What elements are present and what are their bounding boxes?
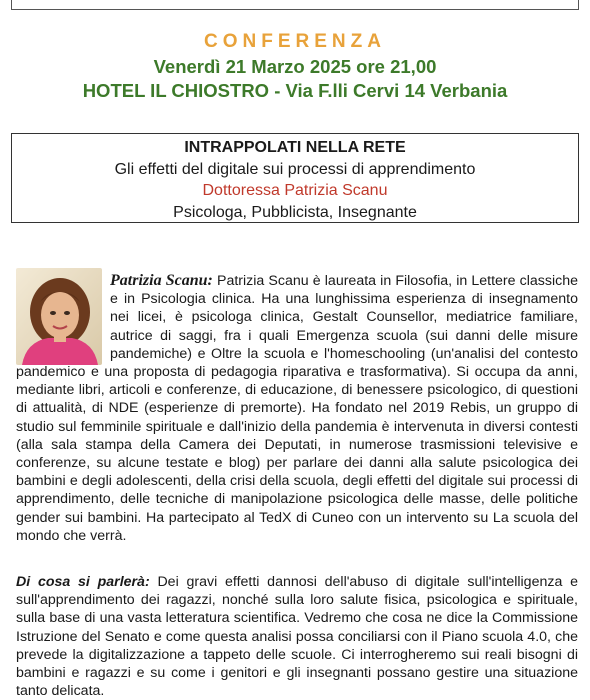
portrait-spacer (16, 272, 110, 362)
talk-description (16, 573, 578, 700)
topic-subtitle: Gli effetti del digitale sui processi di apprendimento (114, 160, 476, 178)
speaker-bio (16, 272, 578, 545)
bio-name: Patrizia Scanu: (110, 272, 213, 289)
topic-title: INTRAPPOLATI NELLA RETE (184, 139, 406, 156)
event-venue: HOTEL IL CHIOSTRO - Via F.lli Cervi 14 Verbania (82, 80, 508, 101)
event-date: Venerdì 21 Marzo 2025 ore 21,00 (153, 56, 437, 77)
talk-text: Dei gravi effetti dannosi dell'abuso di digitale sull'intelligenza e sull'apprendimento dei ragazzi, nonché sulla loro salute fisica, psicologica e spirituale, sulla base di una vasta letteratura scientifica. Vedremo che cosa ne dice la Commissione Istruzione del Senato e come questa analisi possa conciliarsi con il Piano scuola 4.0, che prevede la digitalizzazione a tappeto delle scuole. Ci interrogheremo sui reali bisogni di bambini e ragazzi e su come i genitori e gli insegnanti possano gestire una situazione tanto delicata. (16, 574, 578, 700)
topic-box (11, 133, 579, 223)
header-box (11, 0, 579, 10)
talk-lead: Di cosa si parlerà: (16, 574, 150, 590)
speaker-roles: Psicologa, Pubblicista, Insegnante (173, 203, 417, 221)
bio-text: Patrizia Scanu è laureata in Filosofia, in Lettere classiche e in Psicologia clinica. Ha una lunghissima esperienza di insegnamento nei licei, è psicologa clinica, Gestalt Counsellor, mediatrice familiare, autrice di saggi, fra i quali Emergenza scuola (sui danni delle misure pandemiche) e Oltre la scuola e l'homeschooling (un'analisi del contesto pandemico e una proposta di pedagogia riparativa e trasformativa). Si occupa da anni, mediante libri, articoli e conferenze, di educazione, di benessere psicologico, di questioni di attualità, di NDE (esperienze di premorte). Ha fondato nel 2019 Rebis, un gruppo di studio sul femminile spirituale e dall'inizio della pandemia è intervenuta in diversi contesti (alla sala stampa della Camera dei Deputati, in numerose trasmissioni televisive e conferenze, su alcune testate e blog) per parlare dei danni alla salute psicologica dei bambini e degli adolescenti, della crisi della scuola, degli effetti del digitale sui processi di apprendimento, delle tecniche di manipolazione psicologica delle masse, delle politiche gender sui bambini. Ha partecipato al TedX di Cuneo con un intervento su La scuola del mondo che verrà. (16, 273, 579, 544)
conference-label: CONFERENZA (204, 31, 386, 52)
speaker-name: Dottoressa Patrizia Scanu (202, 182, 388, 199)
